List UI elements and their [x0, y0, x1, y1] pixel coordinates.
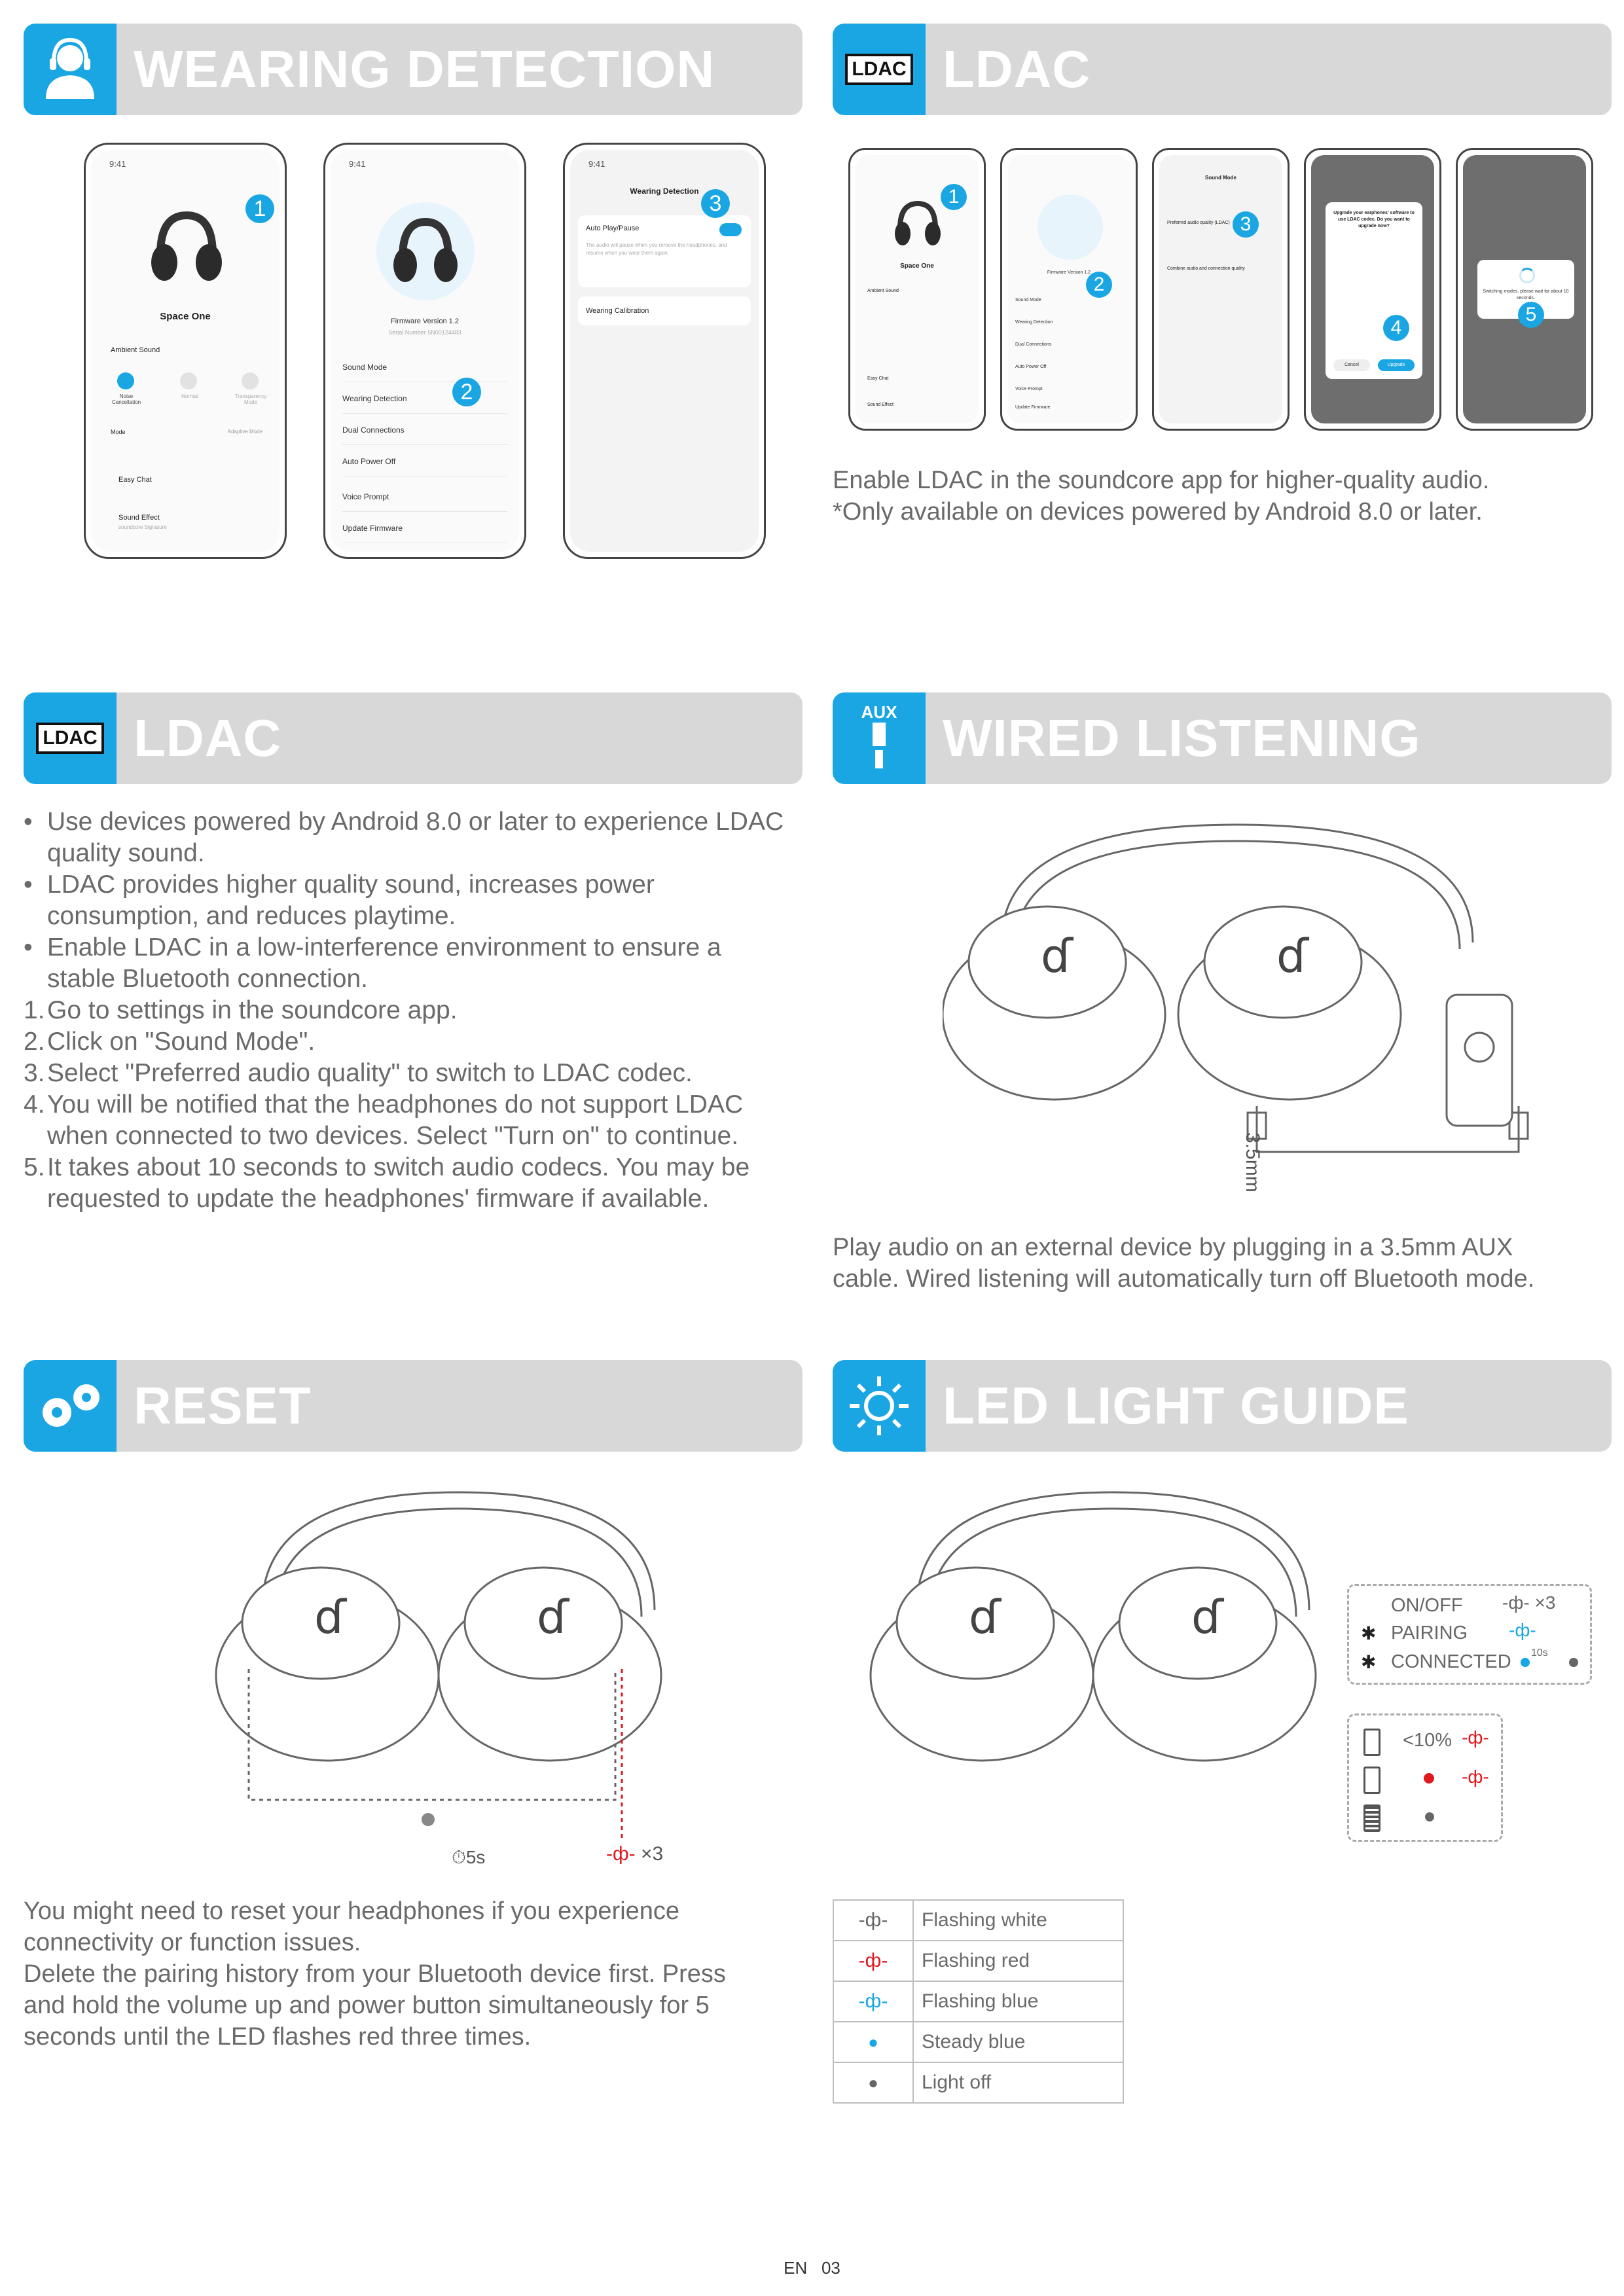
noise-cancellation-button[interactable] — [117, 372, 134, 389]
combine-quality-option[interactable]: Combine audio and connection quality — [1167, 266, 1245, 271]
table-row — [833, 2022, 1123, 2062]
steady-red-dot — [1424, 1773, 1434, 1784]
menu-auto-power-off[interactable]: Auto Power Off — [1015, 365, 1047, 369]
ambient-sound-label: Ambient Sound — [111, 346, 160, 354]
menu-sound-mode[interactable]: Sound Mode — [1015, 298, 1041, 302]
step-item: 3. Select "Preferred audio quality" to switch to LDAC codec. — [24, 1059, 693, 1087]
steady-blue-icon: ● — [833, 2022, 913, 2062]
ldac-bullets — [24, 806, 796, 1215]
page-footer — [0, 2258, 1624, 2278]
wearing-detection-header — [24, 24, 803, 115]
table-row — [833, 1981, 1123, 2022]
menu-wearing-detection[interactable]: Wearing Detection — [342, 384, 507, 414]
auto-play-label: Auto Play/Pause — [586, 224, 640, 232]
light-off-dot — [1569, 1658, 1578, 1667]
battery-full-icon — [1363, 1804, 1380, 1832]
phone-screen — [1463, 155, 1586, 423]
svg-text:ɗ: ɗ — [1276, 929, 1308, 983]
phone-screen — [1311, 155, 1434, 423]
sun-light-icon — [833, 1360, 926, 1452]
section-title: LDAC — [943, 40, 1091, 98]
step-marker-3: 3 — [701, 189, 730, 218]
reset-line: and hold the volume up and power button simultaneously for 5 — [24, 1992, 710, 2019]
svg-text:ɗ: ɗ — [969, 1590, 1001, 1644]
red-flash-icon: -ф- — [1462, 1767, 1489, 1787]
step-marker-4: 4 — [1383, 315, 1409, 341]
wearing-calibration-item[interactable]: Wearing Calibration — [578, 296, 751, 325]
svg-text:ɗ: ɗ — [1041, 929, 1073, 983]
led-status-legend — [1347, 1584, 1592, 1685]
led-legend-table — [833, 1899, 1124, 2104]
ldac-instructions — [24, 806, 796, 1215]
ldac-icon-label: LDAC — [845, 54, 912, 85]
wearing-detection-title: Wearing Detection — [630, 187, 699, 196]
section-title: RESET — [134, 1376, 312, 1435]
ldac-phone-1 — [848, 148, 986, 431]
led-battery-legend — [1347, 1713, 1503, 1842]
phone-settings-screen — [323, 143, 526, 559]
easy-chat-item[interactable]: Easy Chat — [118, 476, 152, 484]
ldac-phone-2 — [1000, 148, 1138, 431]
table-row — [833, 2062, 1123, 2103]
step-marker-3: 3 — [1233, 211, 1259, 238]
footer-lang: EN — [784, 2258, 808, 2278]
flash-red-icon: -ф- — [833, 1941, 913, 1981]
reset-line: connectivity or function issues. — [24, 1929, 361, 1956]
headphone-image — [1038, 194, 1103, 260]
upgrade-button[interactable]: Upgrade — [1378, 359, 1415, 371]
auto-play-toggle[interactable] — [719, 223, 742, 236]
steady-blue-dot — [1521, 1658, 1530, 1667]
headphone-image — [376, 202, 475, 300]
auto-play-desc: The audio will pause when you remove the headphones, and resume when you wear them again. — [586, 242, 727, 256]
sound-effect-item[interactable]: Sound Effect — [867, 403, 893, 407]
menu-sound-mode[interactable]: Sound Mode — [342, 353, 507, 382]
flash-blue-icon: -ф- — [833, 1981, 913, 2022]
hold-time-label: ⏱5s — [452, 1847, 486, 1867]
bullet-item: • Use devices powered by Android 8.0 or later to experience LDAC quality sound. — [24, 808, 784, 867]
step-item: 4. You will be notified that the headphones do not support LDAC when connected to two devices. Select "Turn on" to continue. — [24, 1090, 744, 1150]
preferred-quality-option[interactable]: Preferred audio quality (LDAC) — [1167, 221, 1230, 225]
device-name: Space One — [160, 311, 211, 322]
easy-chat-item[interactable]: Easy Chat — [867, 376, 889, 381]
reset-line: You might need to reset your headphones if you experience — [24, 1897, 680, 1925]
aux-icon — [833, 692, 926, 784]
wired-listening-header — [833, 692, 1612, 784]
firmware-version: Firmware Version 1.2 — [391, 317, 459, 325]
section-title: LED LIGHT GUIDE — [943, 1376, 1409, 1435]
sound-effect-item[interactable]: Sound Effect — [118, 514, 160, 522]
headphone-image — [141, 202, 232, 294]
section-title: LDAC — [134, 709, 282, 767]
reset-header — [24, 1360, 803, 1452]
phone-home-screen — [84, 143, 287, 559]
table-cell: Flashing blue — [913, 1981, 1123, 2022]
battery-charging-icon — [1363, 1767, 1380, 1794]
mode-label: Mode — [111, 429, 126, 435]
status-time: 9:41 — [349, 159, 366, 169]
step-marker-5: 5 — [1518, 302, 1544, 328]
ldac-top-text — [833, 465, 1612, 528]
noise-cancellation-label: Noise Cancellation — [111, 393, 141, 405]
sound-effect-sub: soundcore Signature — [118, 524, 167, 530]
menu-voice-prompt[interactable]: Voice Prompt — [1015, 387, 1043, 391]
aux-label: AUX — [861, 702, 897, 722]
ldac-phone-5 — [1456, 148, 1593, 431]
onoff-label: ON/OFF — [1391, 1595, 1463, 1616]
led-illustration — [864, 1479, 1362, 1833]
led-guide-header — [833, 1360, 1612, 1452]
cable-length-label: 3.5mm — [1242, 1132, 1263, 1193]
wired-text — [833, 1232, 1612, 1295]
person-headphones-icon — [24, 24, 117, 115]
status-time: 9:41 — [109, 159, 126, 169]
battery-low-icon — [1363, 1729, 1380, 1756]
white-flash-icon: -ф- ×3 — [1502, 1592, 1556, 1613]
loading-spinner-icon — [1519, 268, 1535, 283]
bluetooth-icon: ✱ — [1361, 1652, 1377, 1672]
flash-white-icon: -ф- — [833, 1900, 913, 1941]
serial-number: Serial Number 5N00124483 — [388, 329, 461, 336]
transparency-button[interactable] — [242, 372, 259, 389]
step-item: 2. Click on "Sound Mode". — [24, 1028, 316, 1056]
reset-text — [24, 1895, 803, 2053]
ambient-sound-label: Ambient Sound — [867, 289, 899, 293]
phone-wearing-detection-screen — [563, 143, 766, 559]
ldac-top-line-2: *Only available on devices powered by Android 8.0 or later. — [833, 498, 1483, 526]
menu-voice-prompt[interactable]: Voice Prompt — [342, 482, 507, 512]
connected-time: 10s — [1531, 1647, 1548, 1659]
reset-line: seconds until the LED flashes red three times. — [24, 2023, 532, 2051]
step-item: 5. It takes about 10 seconds to switch audio codecs. You may be requested to update the headphones' firmware if available. — [24, 1153, 750, 1213]
red-flash-icon: -ф- — [1462, 1727, 1489, 1748]
ldac-top-header — [833, 24, 1612, 115]
connected-label: CONNECTED — [1391, 1651, 1511, 1672]
upgrade-dialog — [1326, 202, 1422, 379]
menu-wearing-detection[interactable]: Wearing Detection — [1015, 320, 1053, 325]
bullet-item: • Enable LDAC in a low-interference environment to ensure a stable Bluetooth connection. — [24, 933, 721, 993]
menu-auto-power-off[interactable]: Auto Power Off — [342, 447, 507, 476]
mode-value[interactable]: Adaptive Mode — [227, 429, 262, 435]
step-item: 1. Go to settings in the soundcore app. — [24, 996, 458, 1024]
red-flash-icon: -ф- ×3 — [606, 1843, 664, 1865]
ldac-icon — [833, 24, 926, 115]
menu-update-firmware[interactable]: Update Firmware — [342, 514, 507, 543]
ldac-header — [24, 692, 803, 784]
blue-flash-icon: -ф- — [1509, 1620, 1536, 1640]
gears-icon — [24, 1360, 117, 1452]
cancel-button[interactable]: Cancel — [1333, 359, 1370, 371]
reset-line: Delete the pairing history from your Bluetooth device first. Press — [24, 1960, 726, 1988]
step-marker-1: 1 — [941, 184, 967, 210]
wired-line-2: cable. Wired listening will automatically turn off Bluetooth mode. — [833, 1265, 1535, 1293]
step-marker-2: 2 — [1086, 272, 1112, 298]
phone-screen — [570, 150, 759, 552]
auto-play-card — [578, 215, 751, 287]
aux-plug-icon — [866, 723, 892, 775]
table-cell: Flashing white — [913, 1900, 1123, 1941]
battery-low-label: <10% — [1403, 1730, 1452, 1751]
status-time: 9:41 — [588, 159, 605, 169]
wired-illustration — [943, 812, 1532, 1204]
normal-label: Normal — [181, 393, 198, 399]
upgrade-title: Upgrade your earphones' software to use LDAC codec. Do you want to upgrade now? — [1333, 211, 1415, 228]
step-marker-1: 1 — [245, 194, 274, 223]
menu-dual-connections[interactable]: Dual Connections — [342, 416, 507, 445]
svg-text:ɗ: ɗ — [314, 1590, 346, 1644]
ldac-icon — [24, 692, 117, 784]
light-off-icon: ● — [833, 2062, 913, 2103]
step-marker-2: 2 — [452, 378, 481, 406]
section-title: WEARING DETECTION — [134, 40, 715, 98]
svg-text:ɗ: ɗ — [537, 1590, 569, 1644]
phone-screen — [331, 150, 519, 552]
normal-button[interactable] — [180, 372, 197, 389]
phone-screen — [1159, 155, 1282, 423]
menu-dual-connections[interactable]: Dual Connections — [1015, 342, 1052, 347]
transparency-label: Transparency Mode — [234, 393, 267, 405]
device-name: Space One — [900, 262, 934, 270]
reset-illustration — [209, 1479, 707, 1885]
footer-page: 03 — [821, 2258, 840, 2278]
ldac-icon-label: LDAC — [36, 723, 103, 754]
table-cell: Flashing red — [913, 1941, 1123, 1981]
ldac-top-line-1: Enable LDAC in the soundcore app for higher-quality audio. — [833, 467, 1490, 494]
phone-screen — [1007, 155, 1130, 423]
ldac-phone-3 — [1152, 148, 1290, 431]
sound-mode-title: Sound Mode — [1205, 175, 1236, 181]
pairing-label: PAIRING — [1391, 1623, 1468, 1643]
table-row — [833, 1900, 1123, 1941]
section-title: WIRED LISTENING — [943, 709, 1421, 767]
table-cell: Steady blue — [913, 2022, 1123, 2062]
menu-update-firmware[interactable]: Update Firmware — [1015, 405, 1051, 410]
firmware-version: Firmware Version 1.2 — [1047, 270, 1091, 275]
wired-line-1: Play audio on an external device by plugging in a 3.5mm AUX — [833, 1234, 1513, 1261]
ldac-phone-4 — [1304, 148, 1441, 431]
bullet-item: • LDAC provides higher quality sound, increases power consumption, and reduces playtime. — [24, 870, 655, 930]
svg-text:ɗ: ɗ — [1191, 1590, 1223, 1644]
bluetooth-icon: ✱ — [1361, 1623, 1377, 1643]
table-row — [833, 1941, 1123, 1981]
table-cell: Light off — [913, 2062, 1123, 2103]
switching-text: Switching modes, please wait for about 10 seconds. — [1483, 289, 1569, 300]
light-off-dot — [1425, 1812, 1434, 1821]
headphone-image — [888, 194, 947, 253]
